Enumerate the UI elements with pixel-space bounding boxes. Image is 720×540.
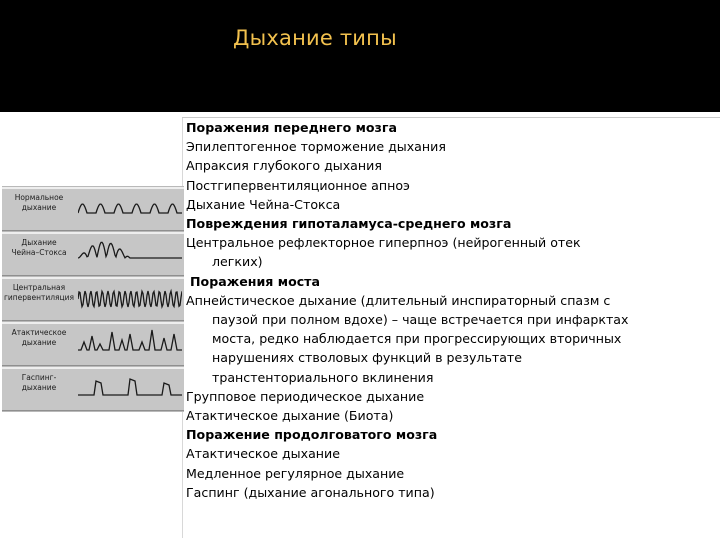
list-line: Атактическое дыхание	[186, 446, 340, 462]
breathing-types-list	[186, 118, 646, 502]
list-line: Апраксия глубокого дыхания	[186, 158, 382, 174]
pattern-label: Дыхание Чейна–Стокса	[11, 238, 67, 257]
waveform-line	[78, 379, 182, 395]
breathing-pattern-panel	[2, 322, 184, 366]
list-line: моста, редко наблюдается при прогрессирующих вторичных	[212, 331, 622, 347]
breathing-patterns-figure	[2, 186, 184, 412]
waveform-trace	[78, 236, 182, 272]
list-line: Атактическое дыхание (Биота)	[186, 408, 394, 424]
waveform-trace	[78, 371, 182, 407]
list-line: Эпилептогенное торможение дыхания	[186, 139, 446, 155]
list-line: Центральное рефлекторное гиперпноэ (нейрогенный отек	[186, 235, 581, 251]
list-line: Повреждения гипоталамуса-среднего мозга	[186, 216, 512, 232]
list-line: Групповое периодическое дыхание	[186, 388, 425, 404]
breathing-pattern-panel	[2, 367, 184, 411]
list-line: Дыхание Чейна-Стокса	[186, 196, 341, 212]
waveform-trace	[78, 326, 182, 362]
list-line: Гаспинг (дыхание агонального типа)	[186, 484, 435, 500]
pattern-label: Центральная гипервентиляция	[3, 283, 75, 302]
slide-title: Дыхание типы	[233, 26, 397, 50]
list-line: нарушениях стволовых функций в результате	[212, 350, 523, 366]
list-line: паузой при полном вдохе) – чаще встречается при инфарктах	[212, 312, 629, 328]
list-line: Поражения переднего мозга	[186, 120, 397, 135]
pattern-label: Нормальное дыхание	[14, 193, 64, 212]
waveform-line	[78, 204, 182, 213]
waveform-line	[78, 330, 182, 350]
list-line: Поражение продолговатого мозга	[186, 427, 438, 443]
waveform-trace	[78, 281, 182, 317]
list-line: Апнейстическое дыхание (длительный инспираторный спазм с	[186, 292, 611, 308]
waveform-trace	[78, 191, 182, 227]
list-line: Медленное регулярное дыхание	[186, 465, 405, 481]
breathing-pattern-panel	[2, 232, 184, 276]
pattern-label: Атактическое дыхание	[11, 328, 67, 347]
list-line: Поражения моста	[190, 273, 320, 289]
waveform-line	[78, 291, 182, 307]
list-line: Постгипервентиляционное апноэ	[186, 177, 410, 193]
title-bar	[0, 0, 720, 112]
breathing-pattern-panel	[2, 187, 184, 231]
list-line: легких)	[212, 254, 263, 270]
list-line: транстенториального вклинения	[212, 369, 434, 385]
waveform-line	[78, 242, 182, 258]
breathing-pattern-panel	[2, 277, 184, 321]
pattern-label: Гаспинг- дыхание	[21, 373, 57, 392]
